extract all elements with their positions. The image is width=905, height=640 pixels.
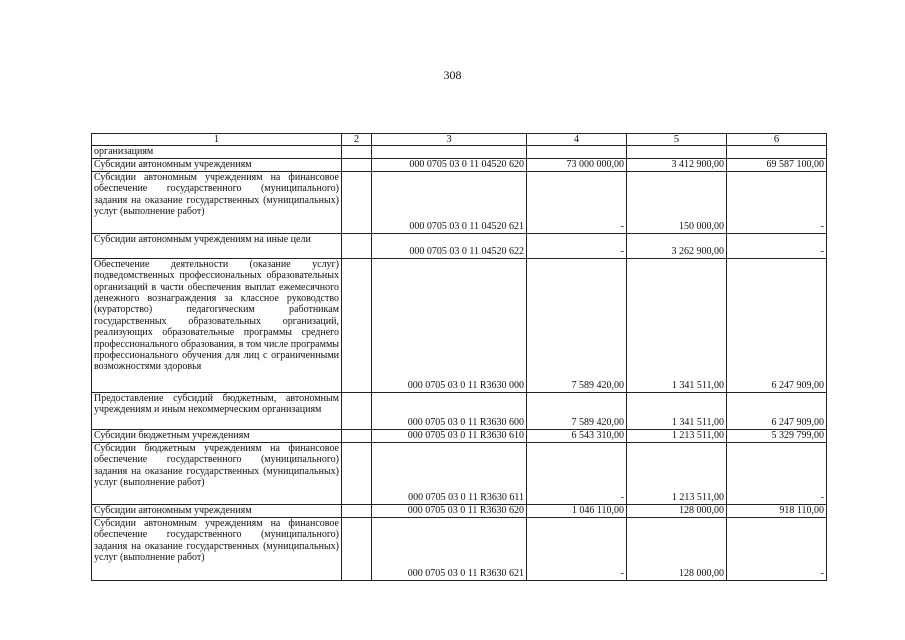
table-row xyxy=(92,517,827,580)
row-col2 xyxy=(342,146,372,158)
table-row xyxy=(92,504,827,517)
row-name: организациям xyxy=(92,146,342,158)
row-value-col6 xyxy=(727,146,827,158)
row-col2 xyxy=(342,429,372,442)
row-value-col4: - xyxy=(527,171,627,233)
row-name: Субсидии бюджетным учреждениям xyxy=(92,429,342,442)
page-number: 308 xyxy=(443,68,462,82)
column-header: 4 xyxy=(527,134,627,146)
row-value-col6: 69 587 100,00 xyxy=(727,158,827,171)
row-value-col5: 1 213 511,00 xyxy=(627,442,727,504)
row-code: 000 0705 03 0 11 R3630 610 xyxy=(372,429,527,442)
table-row xyxy=(92,442,827,504)
table-row xyxy=(92,146,827,158)
row-col2 xyxy=(342,233,372,258)
column-header: 6 xyxy=(727,134,827,146)
row-name: Субсидии автономным учреждениям xyxy=(92,504,342,517)
row-value-col5: 3 412 900,00 xyxy=(627,158,727,171)
row-col2 xyxy=(342,171,372,233)
row-value-col4: - xyxy=(527,517,627,580)
row-value-col5: 128 000,00 xyxy=(627,517,727,580)
row-value-col4 xyxy=(527,146,627,158)
row-name: Субсидии автономным учреждениям xyxy=(92,158,342,171)
row-code: 000 0705 03 0 11 04520 620 xyxy=(372,158,527,171)
row-value-col6: 5 329 799,00 xyxy=(727,429,827,442)
row-code xyxy=(372,146,527,158)
row-value-col4: 7 589 420,00 xyxy=(527,392,627,429)
row-value-col4: - xyxy=(527,233,627,258)
row-col2 xyxy=(342,158,372,171)
row-value-col4: 1 046 110,00 xyxy=(527,504,627,517)
row-name: Субсидии автономным учреждениям на иные цели xyxy=(92,233,342,258)
row-col2 xyxy=(342,442,372,504)
table-row xyxy=(92,392,827,429)
column-header: 5 xyxy=(627,134,727,146)
row-value-col6: - xyxy=(727,517,827,580)
row-name: Субсидии автономным учреждениям на финансовое обеспечение государственного (муниципального) задания на оказание государственных (муниципальных) услуг (выполнение работ) xyxy=(92,171,342,233)
row-code: 000 0705 03 0 11 R3630 000 xyxy=(372,258,527,392)
row-value-col6: 6 247 909,00 xyxy=(727,392,827,429)
row-name: Субсидии автономным учреждениям на финансовое обеспечение государственного (муниципального) задания на оказание государственных (муниципальных) услуг (выполнение работ) xyxy=(92,517,342,580)
budget-table xyxy=(91,133,827,581)
row-value-col6: 918 110,00 xyxy=(727,504,827,517)
column-header: 1 xyxy=(92,134,342,146)
row-col2 xyxy=(342,517,372,580)
row-value-col4: 7 589 420,00 xyxy=(527,258,627,392)
row-code: 000 0705 03 0 11 R3630 611 xyxy=(372,442,527,504)
table-row xyxy=(92,429,827,442)
row-code: 000 0705 03 0 11 R3630 621 xyxy=(372,517,527,580)
row-value-col5: 3 262 900,00 xyxy=(627,233,727,258)
row-code: 000 0705 03 0 11 R3630 600 xyxy=(372,392,527,429)
table-header-row xyxy=(92,134,827,146)
row-code: 000 0705 03 0 11 R3630 620 xyxy=(372,504,527,517)
row-name: Предоставление субсидий бюджетным, автономным учреждениям и иным некоммерческим организациям xyxy=(92,392,342,429)
row-name: Субсидии бюджетным учреждениям на финансовое обеспечение государственного (муниципального) задания на оказание государственных (муниципальных) услуг (выполнение работ) xyxy=(92,442,342,504)
row-value-col4: - xyxy=(527,442,627,504)
row-value-col6: - xyxy=(727,171,827,233)
row-value-col5 xyxy=(627,146,727,158)
row-value-col4: 6 543 310,00 xyxy=(527,429,627,442)
row-value-col5: 128 000,00 xyxy=(627,504,727,517)
column-header: 2 xyxy=(342,134,372,146)
row-value-col5: 1 341 511,00 xyxy=(627,392,727,429)
row-name: Обеспечение деятельности (оказание услуг) подведомственных профессиональных образовательных организаций в части обеспечения выплат ежемесячного денежного вознаграждения за классное руководство (кураторство) педагогическим работникам государственных образовательных организаций, реализующих образовательные программы среднего профессионального образования, в том числе программы профессионального обучения для лиц с ограниченными возможностями здоровья xyxy=(92,258,342,392)
row-code: 000 0705 03 0 11 04520 621 xyxy=(372,171,527,233)
row-value-col5: 150 000,00 xyxy=(627,171,727,233)
row-col2 xyxy=(342,392,372,429)
column-header: 3 xyxy=(372,134,527,146)
row-value-col6: - xyxy=(727,233,827,258)
table-row xyxy=(92,258,827,392)
row-col2 xyxy=(342,258,372,392)
row-value-col4: 73 000 000,00 xyxy=(527,158,627,171)
row-col2 xyxy=(342,504,372,517)
table-row xyxy=(92,233,827,258)
row-code: 000 0705 03 0 11 04520 622 xyxy=(372,233,527,258)
row-value-col5: 1 213 511,00 xyxy=(627,429,727,442)
table-row xyxy=(92,171,827,233)
row-value-col5: 1 341 511,00 xyxy=(627,258,727,392)
row-value-col6: 6 247 909,00 xyxy=(727,258,827,392)
table-row xyxy=(92,158,827,171)
row-value-col6: - xyxy=(727,442,827,504)
